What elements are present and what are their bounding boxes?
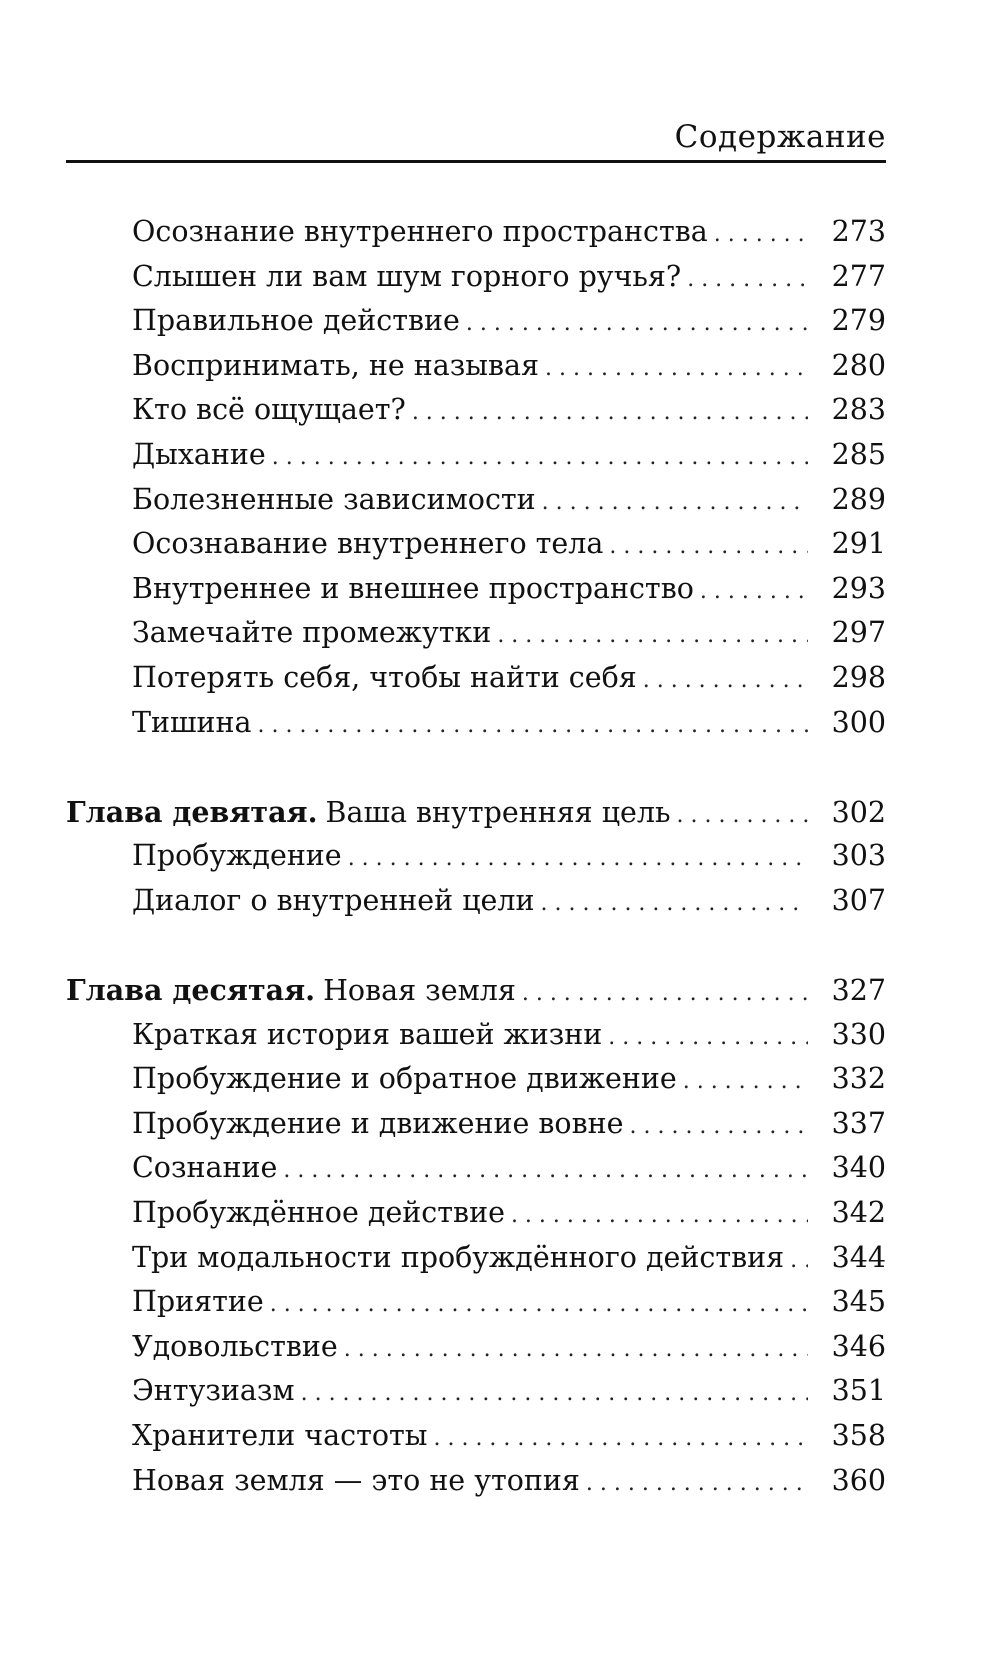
dot-leader: [677, 794, 808, 839]
toc-entry-page: 277: [831, 259, 886, 293]
toc-entry-page: 330: [831, 1017, 886, 1051]
chapter-heading[interactable]: [66, 968, 886, 1013]
section-gap: [66, 745, 886, 790]
dot-leader: [790, 1239, 808, 1284]
dot-leader: [586, 1462, 808, 1507]
toc-entry[interactable]: [66, 1280, 886, 1325]
toc-entry[interactable]: [66, 656, 886, 701]
toc-entry-title: Удовольствие: [132, 1329, 338, 1363]
toc-entry-title: Три модальности пробуждённого действия: [132, 1240, 785, 1274]
dot-leader: [609, 525, 808, 570]
chapter-name: Новая земля: [323, 974, 516, 1008]
dot-leader: [643, 659, 808, 704]
section-gap: [66, 924, 886, 969]
chapter-label: Глава десятая.: [66, 973, 316, 1008]
chapter-title: [66, 790, 677, 836]
toc-entry-page: 297: [831, 616, 886, 650]
toc-entry[interactable]: [66, 478, 886, 523]
toc-entry-title: Диалог о внутренней цели: [132, 883, 535, 917]
toc-entry[interactable]: [66, 255, 886, 300]
toc-entry[interactable]: [66, 1325, 886, 1370]
toc-entry-title: Осознавание внутреннего тела: [132, 527, 604, 561]
toc-entry[interactable]: [66, 567, 886, 612]
dot-leader: [522, 972, 808, 1017]
toc-entry-page: 289: [831, 482, 886, 516]
dot-leader: [348, 837, 808, 882]
toc-entry[interactable]: [66, 834, 886, 879]
toc-entry-title: Замечайте промежутки: [132, 616, 492, 650]
toc-entry-title: Кто всё ощущает?: [132, 393, 406, 427]
running-head-title: Содержание: [674, 119, 886, 155]
chapter-heading[interactable]: [66, 790, 886, 835]
dot-leader: [542, 481, 808, 526]
toc-entry[interactable]: [66, 879, 886, 924]
dot-leader: [608, 1016, 808, 1061]
toc-entry[interactable]: [66, 299, 886, 344]
toc-entry[interactable]: [66, 344, 886, 389]
toc-entry-page: 303: [831, 839, 886, 873]
toc-entry-title: Болезненные зависимости: [132, 482, 536, 516]
toc-entry-page: 360: [831, 1463, 886, 1497]
toc-entry-page: 291: [831, 527, 886, 561]
dot-leader: [412, 391, 808, 436]
toc-entry-page: 340: [831, 1151, 886, 1185]
toc-entry-page: 332: [831, 1062, 886, 1096]
toc-entry-title: Тишина: [132, 705, 252, 739]
toc-entry-title: Пробуждённое действие: [132, 1196, 505, 1230]
header-rule: [66, 160, 886, 163]
dot-leader: [301, 1372, 808, 1417]
toc-entry-title: Внутреннее и внешнее пространство: [132, 571, 694, 605]
toc-entry-page: 283: [831, 393, 886, 427]
toc-entry-page: 345: [831, 1285, 886, 1319]
toc-entry-title: Энтузиазм: [132, 1374, 295, 1408]
toc-entry-title: Дыхание: [132, 437, 266, 471]
toc-entry[interactable]: [66, 1146, 886, 1191]
toc-entry-title: Пробуждение: [132, 839, 342, 873]
dot-leader: [511, 1194, 808, 1239]
toc-entry[interactable]: [66, 1057, 886, 1102]
chapter-page: 302: [831, 795, 886, 829]
dot-leader: [714, 213, 808, 258]
dot-leader: [687, 258, 808, 303]
toc-entry-page: 273: [831, 215, 886, 248]
toc-entry-page: 298: [831, 660, 886, 694]
toc-entry[interactable]: [66, 611, 886, 656]
toc-entry[interactable]: [66, 1013, 886, 1058]
toc-entry-title: Осознание внутреннего пространства: [132, 215, 708, 248]
toc-entry-title: Краткая история вашей жизни: [132, 1017, 603, 1051]
toc-entry-page: 300: [831, 705, 886, 739]
toc-entry[interactable]: [66, 433, 886, 478]
toc-entry-page: 351: [831, 1374, 886, 1408]
chapter-page: 327: [831, 974, 886, 1008]
dot-leader: [344, 1328, 808, 1373]
dot-leader: [257, 704, 808, 749]
chapter-title: [66, 968, 522, 1014]
toc-entry-title: Хранители частоты: [132, 1419, 428, 1453]
toc-entry-title: Сознание: [132, 1151, 278, 1185]
toc-entry[interactable]: [66, 388, 886, 433]
dot-leader: [433, 1417, 808, 1462]
dot-leader: [270, 1283, 808, 1328]
dot-leader: [283, 1149, 808, 1194]
toc-entry-title: Новая земля — это не утопия: [132, 1463, 580, 1497]
toc-entry[interactable]: [66, 210, 886, 255]
toc-entry[interactable]: [66, 1236, 886, 1281]
dot-leader: [272, 436, 808, 481]
toc-entry-title: Пробуждение и движение вовне: [132, 1106, 624, 1140]
toc-entry-page: 293: [831, 571, 886, 605]
toc-entry-page: 342: [831, 1196, 886, 1230]
dot-leader: [545, 347, 808, 392]
toc-entry-page: 285: [831, 437, 886, 471]
toc-entry-title: Потерять себя, чтобы найти себя: [132, 660, 637, 694]
toc-entry[interactable]: [66, 1369, 886, 1414]
toc-entry-page: 279: [831, 304, 886, 338]
dot-leader: [466, 302, 808, 347]
toc-entry-page: 358: [831, 1419, 886, 1453]
dot-leader: [541, 882, 808, 927]
dot-leader: [497, 614, 808, 659]
toc-entry[interactable]: [66, 1459, 886, 1504]
toc-entry[interactable]: [66, 701, 886, 746]
toc-entry-title: Воспринимать, не называя: [132, 348, 540, 382]
toc-entry-title: Пробуждение и обратное движение: [132, 1062, 677, 1096]
toc-entry-title: Приятие: [132, 1285, 264, 1319]
toc-entry-page: 307: [831, 883, 886, 917]
toc-entry[interactable]: [66, 522, 886, 567]
dot-leader: [700, 570, 808, 615]
chapter-label: Глава девятая.: [66, 794, 318, 829]
toc-entry-page: 344: [831, 1240, 886, 1274]
toc-entry[interactable]: [66, 1414, 886, 1459]
toc-entry-page: 337: [831, 1106, 886, 1140]
dot-leader: [630, 1105, 809, 1150]
toc-entry-page: 280: [831, 348, 886, 382]
table-of-contents: [66, 210, 886, 1503]
toc-entry-title: Правильное действие: [132, 304, 460, 338]
toc-entry-page: 346: [831, 1329, 886, 1363]
toc-entry[interactable]: [66, 1191, 886, 1236]
toc-entry-title: Слышен ли вам шум горного ручья?: [132, 259, 682, 293]
dot-leader: [683, 1060, 808, 1105]
toc-entry[interactable]: [66, 1102, 886, 1147]
chapter-name: Ваша внутренняя цель: [325, 795, 671, 829]
